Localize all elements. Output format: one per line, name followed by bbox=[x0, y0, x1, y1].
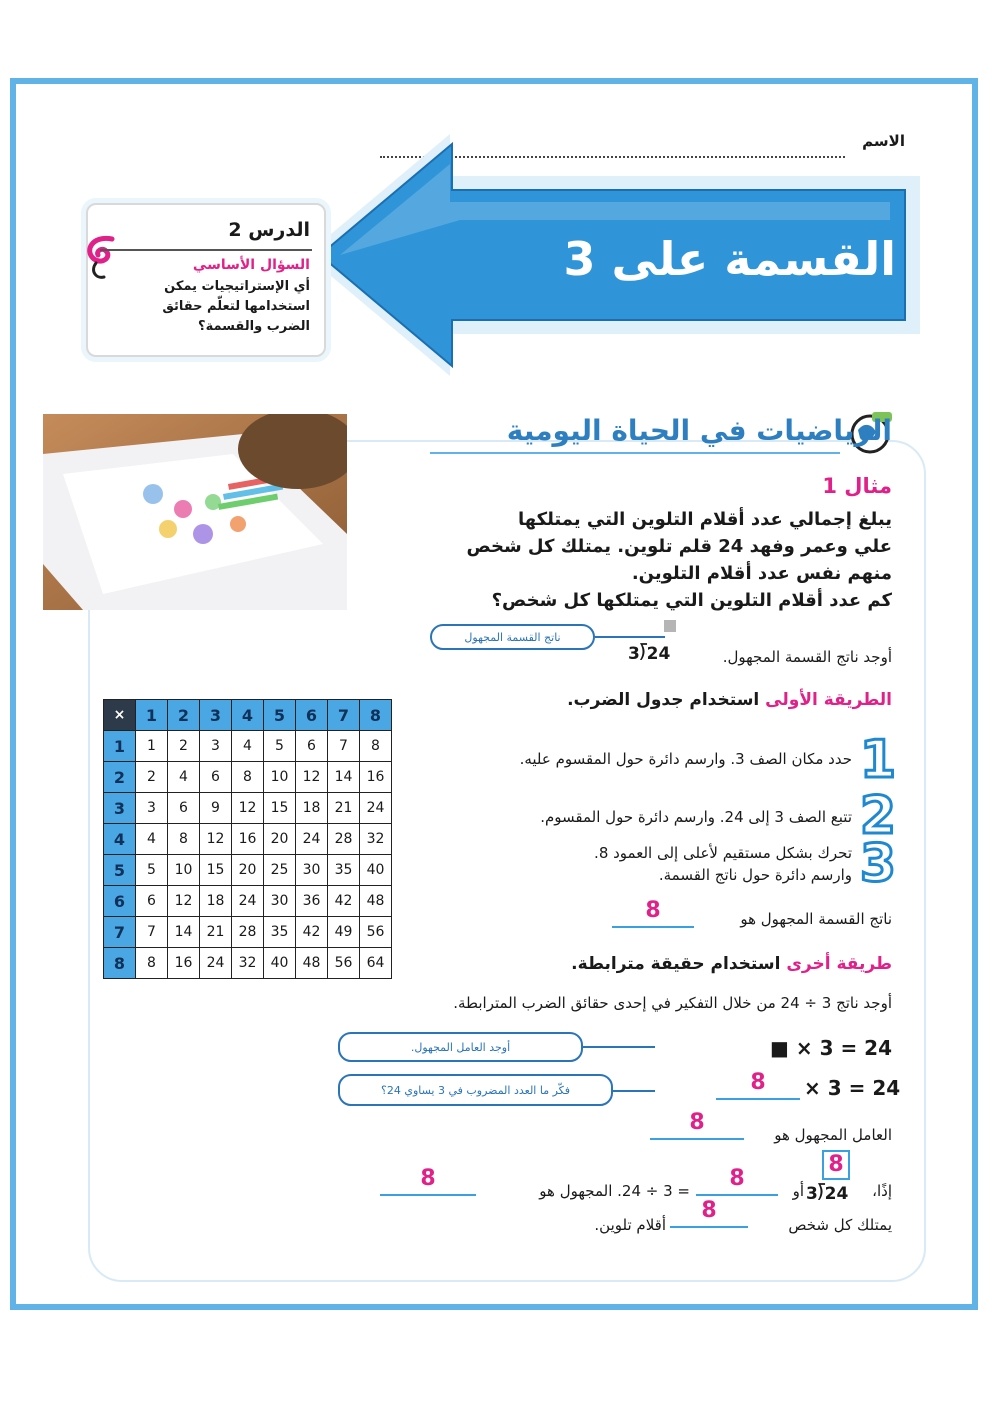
table-cell: 12 bbox=[168, 886, 200, 917]
multiplication-table bbox=[103, 699, 392, 979]
table-corner: × bbox=[104, 700, 136, 731]
table-row bbox=[104, 762, 392, 793]
table-cell: 36 bbox=[296, 886, 328, 917]
table-cell: 48 bbox=[360, 886, 392, 917]
lesson-divider bbox=[100, 249, 312, 251]
table-cell: 7 bbox=[328, 731, 360, 762]
table-cell: 5 bbox=[136, 855, 168, 886]
essential-question-label: السؤال الأساسي bbox=[192, 257, 310, 273]
section-heading: الرياضيات في الحياة اليومية bbox=[506, 414, 892, 447]
equation-1-text: ■ × 3 = 24 bbox=[770, 1036, 893, 1060]
callout-think-factor bbox=[338, 1074, 613, 1106]
example-problem bbox=[402, 506, 892, 614]
table-cell: 28 bbox=[232, 917, 264, 948]
table-cell: 35 bbox=[328, 855, 360, 886]
callout-find-factor-text: أوجد العامل المجهول. bbox=[410, 1040, 511, 1054]
table-cell: 18 bbox=[200, 886, 232, 917]
callout-quotient-line bbox=[595, 636, 665, 638]
table-cell: 2 bbox=[168, 731, 200, 762]
table-col-header: 1 bbox=[136, 700, 168, 731]
table-cell: 1 bbox=[136, 731, 168, 762]
table-cell: 56 bbox=[328, 948, 360, 979]
equation-2-answer[interactable]: 8 bbox=[716, 1070, 800, 1100]
table-cell: 56 bbox=[360, 917, 392, 948]
lesson-title: القسمة على 3 bbox=[563, 232, 896, 286]
or-answer[interactable]: 8 bbox=[696, 1166, 778, 1196]
table-cell: 6 bbox=[136, 886, 168, 917]
table-cell: 9 bbox=[200, 793, 232, 824]
table-cell: 5 bbox=[264, 731, 296, 762]
step-1-text: حدد مكان الصف 3. وارسم دائرة حول المقسوم عليه. bbox=[519, 750, 852, 768]
table-cell: 2 bbox=[136, 762, 168, 793]
table-row bbox=[104, 793, 392, 824]
table-row bbox=[104, 886, 392, 917]
division-answer-box[interactable]: 8 bbox=[822, 1150, 850, 1180]
table-row-header: 4 bbox=[104, 824, 136, 855]
table-cell: 3 bbox=[136, 793, 168, 824]
table-cell: 7 bbox=[136, 917, 168, 948]
table-header-row bbox=[104, 700, 392, 731]
table-row-header: 1 bbox=[104, 731, 136, 762]
method-one-text: استخدام جدول الضرب. bbox=[567, 690, 760, 710]
heading-rule bbox=[430, 452, 840, 454]
table-cell: 16 bbox=[168, 948, 200, 979]
table-cell: 20 bbox=[232, 855, 264, 886]
step-number-2: 2 bbox=[859, 786, 897, 846]
table-cell: 35 bbox=[264, 917, 296, 948]
table-cell: 8 bbox=[360, 731, 392, 762]
unknown-answer[interactable]: 8 bbox=[380, 1166, 476, 1196]
table-row bbox=[104, 917, 392, 948]
unknown-square-icon bbox=[664, 620, 676, 632]
table-cell: 16 bbox=[232, 824, 264, 855]
table-row-header: 6 bbox=[104, 886, 136, 917]
table-cell: 21 bbox=[200, 917, 232, 948]
method-one-answer[interactable]: 8 bbox=[612, 898, 694, 928]
crayons-text: أقلام تلوين. bbox=[594, 1216, 666, 1234]
table-cell: 8 bbox=[232, 762, 264, 793]
table-cell: 42 bbox=[296, 917, 328, 948]
table-row bbox=[104, 731, 392, 762]
table-cell: 64 bbox=[360, 948, 392, 979]
method-two-intro: أوجد ناتج 3 ÷ 24 من خلال التفكير في إحدى حقائق الضرب المترابطة. bbox=[453, 994, 892, 1012]
table-cell: 3 bbox=[200, 731, 232, 762]
table-cell: 40 bbox=[264, 948, 296, 979]
table-cell: 14 bbox=[328, 762, 360, 793]
table-cell: 10 bbox=[264, 762, 296, 793]
table-cell: 15 bbox=[200, 855, 232, 886]
table-cell: 30 bbox=[264, 886, 296, 917]
table-cell: 42 bbox=[328, 886, 360, 917]
table-col-header: 4 bbox=[232, 700, 264, 731]
problem-line-1: يبلغ إجمالي عدد أقلام التلوين التي يمتلكها bbox=[517, 509, 892, 530]
equation-1 bbox=[770, 1036, 892, 1060]
table-cell: 48 bbox=[296, 948, 328, 979]
table-row-header: 5 bbox=[104, 855, 136, 886]
crayons-photo bbox=[43, 414, 347, 610]
each-person-text: يمتلك كل شخص bbox=[788, 1216, 892, 1234]
essential-question-text: أي الإستراتيجيات يمكن استخدامها لتعلّم حقائق الضرب والقسمة؟ bbox=[162, 279, 310, 334]
table-cell: 24 bbox=[360, 793, 392, 824]
table-cell: 12 bbox=[296, 762, 328, 793]
table-row bbox=[104, 948, 392, 979]
example-label: مثال 1 bbox=[822, 474, 892, 498]
division-expression-2: 3⟌24 bbox=[806, 1184, 849, 1204]
table-cell: 12 bbox=[200, 824, 232, 855]
method-two-heading bbox=[412, 954, 892, 974]
name-label: الاسم bbox=[862, 132, 905, 150]
table-cell: 25 bbox=[264, 855, 296, 886]
method-two-label: طريقة أخرى bbox=[786, 954, 892, 974]
table-cell: 28 bbox=[328, 824, 360, 855]
table-cell: 16 bbox=[360, 762, 392, 793]
table-cell: 49 bbox=[328, 917, 360, 948]
table-cell: 21 bbox=[328, 793, 360, 824]
method-two-text: استخدام حقيقة مترابطة. bbox=[571, 954, 781, 974]
method-one-label: الطريقة الأولى bbox=[765, 690, 892, 710]
table-cell: 6 bbox=[168, 793, 200, 824]
callout-think-factor-text: فكّر ما العدد المضروب في 3 يساوي 24؟ bbox=[381, 1083, 570, 1097]
table-row-header: 2 bbox=[104, 762, 136, 793]
step-3-text: تحرك بشكل مستقيم لأعلى إلى العمود 8. وارسم دائرة حول ناتج القسمة. bbox=[594, 844, 852, 884]
table-cell: 18 bbox=[296, 793, 328, 824]
table-col-header: 3 bbox=[200, 700, 232, 731]
table-cell: 8 bbox=[168, 824, 200, 855]
problem-line-2: علي وعمر وفهد 24 قلم تلوين. يمتلك كل شخص bbox=[466, 536, 892, 557]
table-col-header: 8 bbox=[360, 700, 392, 731]
factor-answer[interactable]: 8 bbox=[650, 1110, 744, 1140]
table-col-header: 7 bbox=[328, 700, 360, 731]
method-one-result-text: ناتج القسمة المجهول هو bbox=[740, 910, 892, 928]
table-cell: 6 bbox=[296, 731, 328, 762]
table-cell: 32 bbox=[360, 824, 392, 855]
callout-quotient-text: ناتج القسمة المجهول bbox=[464, 630, 561, 644]
or-label: أو bbox=[792, 1182, 804, 1200]
callout-find-factor-line bbox=[583, 1046, 655, 1048]
swirl-icon bbox=[82, 229, 120, 285]
method-one-heading bbox=[412, 690, 892, 710]
so-label: إذًا، bbox=[872, 1182, 892, 1200]
table-cell: 6 bbox=[200, 762, 232, 793]
lesson-card bbox=[86, 203, 326, 357]
callout-think-factor-line bbox=[613, 1090, 655, 1092]
table-cell: 4 bbox=[168, 762, 200, 793]
table-col-header: 2 bbox=[168, 700, 200, 731]
table-cell: 20 bbox=[264, 824, 296, 855]
table-row-header: 7 bbox=[104, 917, 136, 948]
table-cell: 12 bbox=[232, 793, 264, 824]
table-row-header: 3 bbox=[104, 793, 136, 824]
each-person-answer[interactable]: 8 bbox=[670, 1198, 748, 1228]
table-col-header: 5 bbox=[264, 700, 296, 731]
find-quotient-text: أوجد ناتج القسمة المجهول. bbox=[722, 648, 892, 666]
table-cell: 10 bbox=[168, 855, 200, 886]
table-cell: 14 bbox=[168, 917, 200, 948]
table-col-header: 6 bbox=[296, 700, 328, 731]
table-cell: 4 bbox=[232, 731, 264, 762]
factor-text: العامل المجهول هو bbox=[774, 1126, 892, 1144]
callout-quotient bbox=[430, 624, 595, 650]
table-row bbox=[104, 824, 392, 855]
table-row bbox=[104, 855, 392, 886]
table-row-header: 8 bbox=[104, 948, 136, 979]
equation-2-text: × 3 = 24 bbox=[804, 1076, 901, 1100]
table-cell: 40 bbox=[360, 855, 392, 886]
problem-question: كم عدد أقلام التلوين التي يمتلكها كل شخص؟ bbox=[491, 590, 892, 611]
equation-rest: = 3 ÷ 24. المجهول هو bbox=[539, 1182, 690, 1200]
table-cell: 32 bbox=[232, 948, 264, 979]
table-cell: 24 bbox=[232, 886, 264, 917]
division-expression: 3⟌24 bbox=[628, 644, 671, 664]
step-number-1: 1 bbox=[859, 730, 897, 790]
table-cell: 4 bbox=[136, 824, 168, 855]
step-number-3: 3 bbox=[859, 834, 897, 894]
callout-find-factor bbox=[338, 1032, 583, 1062]
table-cell: 15 bbox=[264, 793, 296, 824]
lesson-number: الدرس 2 bbox=[228, 219, 310, 241]
table-cell: 8 bbox=[136, 948, 168, 979]
step-2-text: تتبع الصف 3 إلى 24. وارسم دائرة حول المقسوم. bbox=[540, 808, 852, 826]
table-cell: 24 bbox=[200, 948, 232, 979]
problem-line-3: منهم نفس عدد أقلام التلوين. bbox=[631, 563, 892, 584]
table-cell: 30 bbox=[296, 855, 328, 886]
table-cell: 24 bbox=[296, 824, 328, 855]
